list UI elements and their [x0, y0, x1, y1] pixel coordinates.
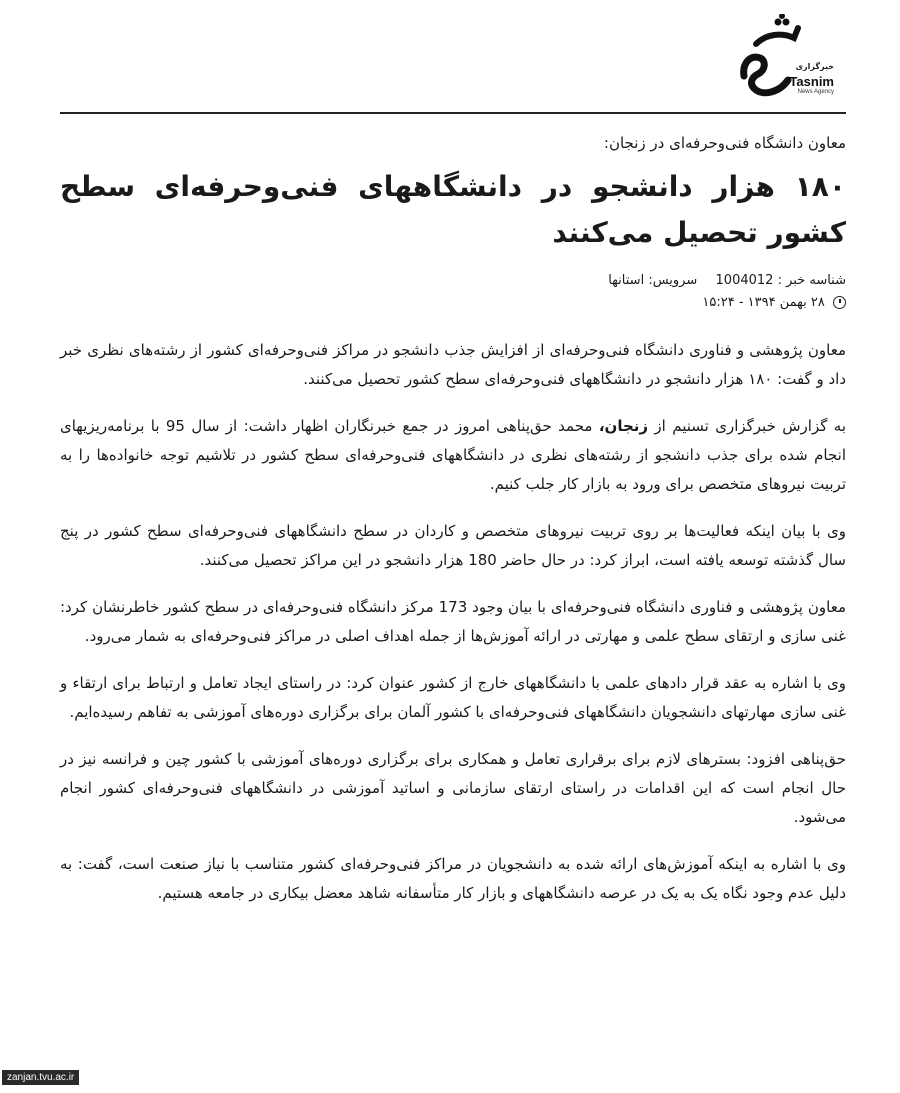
news-id-label: شناسه خبر :	[777, 273, 846, 288]
article	[60, 132, 846, 926]
paragraph: به گزارش خبرگزاری تسنیم از زنجان، محمد حق‌پناهی امروز در جمع خبرنگاران اظهار داشت: از سال 95 با برنامه‌ریزیهای انجام شده برای جذب دانشجو از رشته‌های نظری در دانشگاههای فنی‌وحرفه‌ای سطح کشور در تلاشیم توجه خانواده‌ها را به تربیت نیروهای متخصص برای ورود به بازار کار جلب کنیم.	[60, 417, 846, 493]
article-meta-date	[60, 292, 846, 314]
logo-english-sub: News Agency	[797, 89, 834, 95]
logo-persian-label: خبرگزاری	[795, 62, 834, 71]
header-divider	[60, 112, 846, 114]
paragraph: وی با اشاره به عقد قرار دادهای علمی با دانشگاههای خارج از کشور عنوان کرد: در راستای ایجاد تعامل و ارتباط برای ارتقاء و غنی سازی مهارتهای دانشجویان دانشگاههای فنی‌وحرفه‌ای با کشور آلمان برای برگزاری دوره‌های آموزشی به تفاهم رسیده‌ایم.	[60, 674, 846, 721]
location-bold: زنجان،	[598, 417, 649, 435]
clock-icon	[833, 296, 846, 309]
tasnim-logo	[736, 14, 846, 100]
site-watermark: zanjan.tvu.ac.ir	[2, 1070, 79, 1085]
article-body	[60, 336, 846, 908]
service-value: استانها	[608, 273, 645, 288]
paragraph: وی با بیان اینکه فعالیت‌ها بر روی تربیت نیروهای متخصص و کاردان در سطح دانشگاههای فنی‌وحرفه‌ای سطح کشور در پنج سال گذشته توسعه یافته است، ابراز کرد: در حال حاضر 180 هزار دانشجو در این مراکز تحصیل می‌کنند.	[60, 522, 846, 569]
publish-datetime: ۲۸ بهمن ۱۳۹۴ - ۱۵:۲۴	[702, 295, 825, 310]
news-id-value: 1004012	[715, 273, 774, 288]
paragraph: معاون پژوهشی و فناوری دانشگاه فنی‌وحرفه‌ای از افزایش جذب دانشجو در مراکز فنی‌وحرفه‌ای کشور از رشته‌های نظری خبر داد و گفت: ۱۸۰ هزار دانشجو در دانشگاههای فنی‌وحرفه‌ای سطح کشور تحصیل می‌کنند.	[60, 341, 846, 388]
paragraph: حق‌پناهی افزود: بسترهای لازم برای برقراری تعامل و همکاری برای برگزاری دوره‌های آموزشی با کشور چین و فرانسه نیز در حال انجام است که این اقدامات در راستای ارتقای سازمانی و اساتید آموزشی در دانشگاههای فنی‌وحرفه‌ای کشور انجام می‌شود.	[60, 750, 846, 826]
logo-english-name: Tasnim	[789, 74, 834, 89]
article-headline: ۱۸۰ هزار دانشجو در دانشگاههای فنی‌وحرفه‌ای سطح کشور تحصیل می‌کنند	[60, 170, 846, 249]
paragraph: وی با اشاره به اینکه آموزش‌های ارائه شده به دانشجویان در مراکز فنی‌وحرفه‌ای کشور متناسب با نیاز صنعت است، گفت: به دلیل عدم وجود نگاه یک به یک در عرصه دانشگاههای و بازار کار متأسفانه شاهد معضل بیکاری در جامعه هستیم.	[60, 855, 846, 902]
paragraph: معاون پژوهشی و فناوری دانشگاه فنی‌وحرفه‌ای با بیان وجود 173 مرکز دانشگاه فنی‌وحرفه‌ای در سطح کشور خاطرنشان کرد: غنی سازی و ارتقای سطح علمی و مهارتی در ارائه آموزش‌ها از جمله اهداف اصلی در مراکز فنی‌وحرفه‌ای به شمار می‌رود.	[60, 598, 846, 645]
article-meta-ids	[60, 270, 846, 292]
article-overtitle: معاون دانشگاه فنی‌وحرفه‌ای در زنجان:	[603, 134, 846, 152]
service-label: سرویس:	[648, 273, 698, 288]
